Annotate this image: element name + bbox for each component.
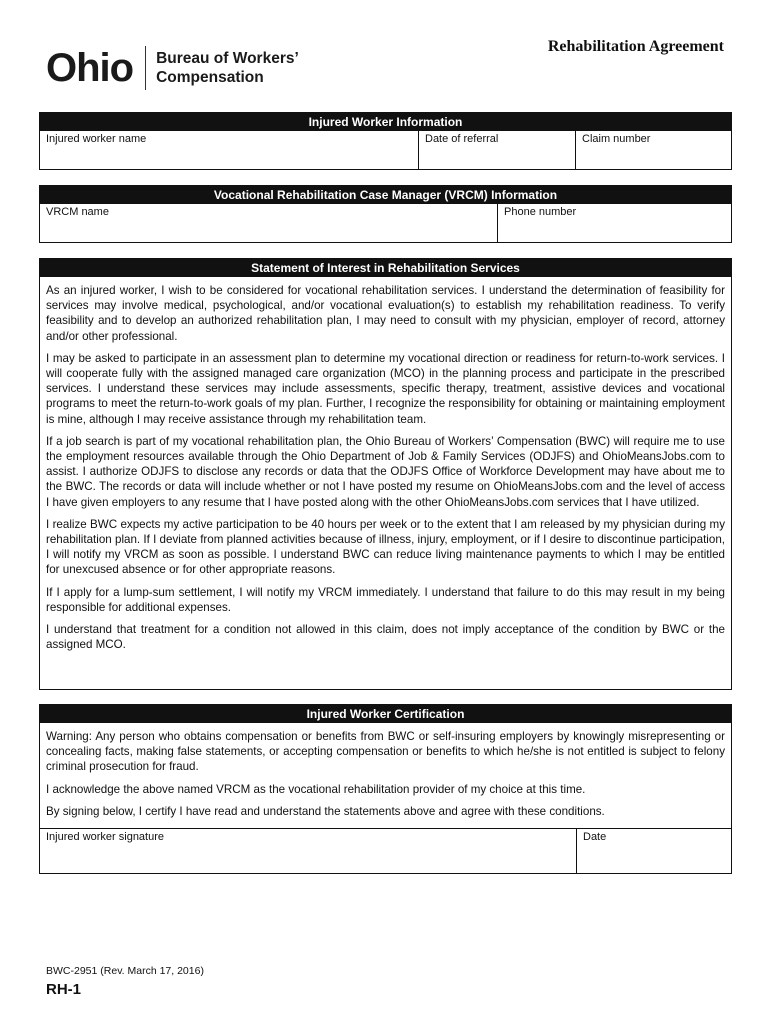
statement-paragraph: I understand that treatment for a condition not allowed in this claim, does not imply acceptance of the condition by BWC or the assigned MCO. — [46, 623, 725, 652]
vrcm-name-field[interactable] — [40, 204, 498, 242]
field-label: Date of referral — [425, 133, 499, 145]
form-number: BWC-2951 (Rev. March 17, 2016) — [46, 965, 204, 977]
certification-paragraph: I acknowledge the above named VRCM as the vocational rehabilitation provider of my choice at this time. — [46, 782, 586, 796]
field-label: Date — [583, 831, 607, 844]
logo-bureau-line2: Compensation — [156, 69, 264, 86]
vrcm-info-section — [39, 185, 732, 243]
injured-worker-signature-field[interactable] — [40, 829, 577, 873]
document-title: Rehabilitation Agreement — [547, 38, 724, 55]
statement-of-interest-section — [39, 258, 732, 690]
injured-worker-name-field[interactable] — [40, 131, 419, 169]
statement-paragraph: I realize BWC expects my active participation to be 40 hours per week or to the extent that I am released by my physician during my rehabilitation plan. If I deviate from planned activities because of illness, injury, employment, or if I desire to discontinue participation, I will notify my VRCM as soon as possible. I understand BWC can reduce living maintenance payments to which I may be entitled for unexcused absence or for other appropriate reasons. — [46, 517, 725, 577]
logo-bureau-line1: Bureau of Workers’ — [156, 50, 299, 67]
field-label: Phone number — [504, 206, 577, 218]
field-label: Injured worker name — [46, 133, 147, 145]
injured-worker-info-section — [39, 112, 732, 170]
statement-paragraph: If a job search is part of my vocational rehabilitation plan, the Ohio Bureau of Workers’ Compensation (BWC) will require me to use the employment resources available through the Ohio Department of Job & Family Services (ODJFS) and OhioMeansJobs.com to assist. I authorize ODJFS to disclose any records or data that the ODJFS Office of Workforce Development may have about me to the BWC. The records or data will include whether or not I have posted my resume on OhioMeansJobs.com and the level of access I have given employers to any resume that I have posted along with the other OhioMeansJobs.com services that I have utilized. — [46, 434, 725, 509]
claim-number-field[interactable] — [576, 131, 731, 169]
statement-paragraph: I may be asked to participate in an assessment plan to determine my vocational direction or readiness for return-to-work services. I will cooperate fully with the assigned managed care organization (MCO) in the planning process and participate in the prescribed services. I understand these services may include assessments, specific therapy, treatment, assistive devices and vocational programs to meet the return-to-work goals of my plan. Further, I recognize the responsibility for obtaining or maintaining employment is mine, although I may receive assistance through my rehabilitation team. — [46, 351, 725, 426]
field-label: Claim number — [582, 133, 651, 145]
section-heading: Vocational Rehabilitation Case Manager (VRCM) Information — [40, 186, 731, 204]
certification-text — [40, 723, 731, 828]
section-heading: Injured Worker Information — [40, 113, 731, 131]
bwc-logo — [46, 44, 299, 92]
certification-section — [39, 704, 732, 874]
statement-paragraph: As an injured worker, I wish to be considered for vocational rehabilitation services. I understand the determination of feasibility for services may involve medical, psychological, and/or vocational evaluation(s) to establish my rehabilitation readiness. To verify feasibility and to develop an authorized rehabilitation plan, I may need to consult with my physician, employer of record, attorney and/or other professional. — [46, 284, 725, 343]
statement-paragraph: If I apply for a lump-sum settlement, I will notify my VRCM immediately. I understand that failure to do this may result in my being responsible for additional expenses. — [46, 585, 725, 614]
field-label: VRCM name — [46, 206, 109, 218]
signature-date-field[interactable] — [577, 829, 731, 873]
field-label: Injured worker signature — [46, 831, 165, 844]
statement-text — [40, 277, 731, 656]
certification-paragraph: By signing below, I certify I have read and understand the statements above and agree with these conditions. — [46, 804, 605, 818]
section-heading: Injured Worker Certification — [40, 705, 731, 723]
form-code: RH-1 — [46, 981, 82, 998]
phone-number-field[interactable] — [498, 204, 731, 242]
logo-ohio-wordmark: Ohio — [46, 46, 134, 90]
section-heading: Statement of Interest in Rehabilitation Services — [40, 259, 731, 277]
logo-bureau-name — [156, 49, 299, 87]
certification-paragraph: Warning: Any person who obtains compensation or benefits from BWC or self-insuring employers by knowingly misrepresenting or concealing facts, making false statements, or accepting compensation or benefits to which he/she is not entitled is subject to felony criminal prosecution for fraud. — [46, 730, 725, 774]
logo-divider — [145, 46, 146, 90]
date-of-referral-field[interactable] — [419, 131, 576, 169]
